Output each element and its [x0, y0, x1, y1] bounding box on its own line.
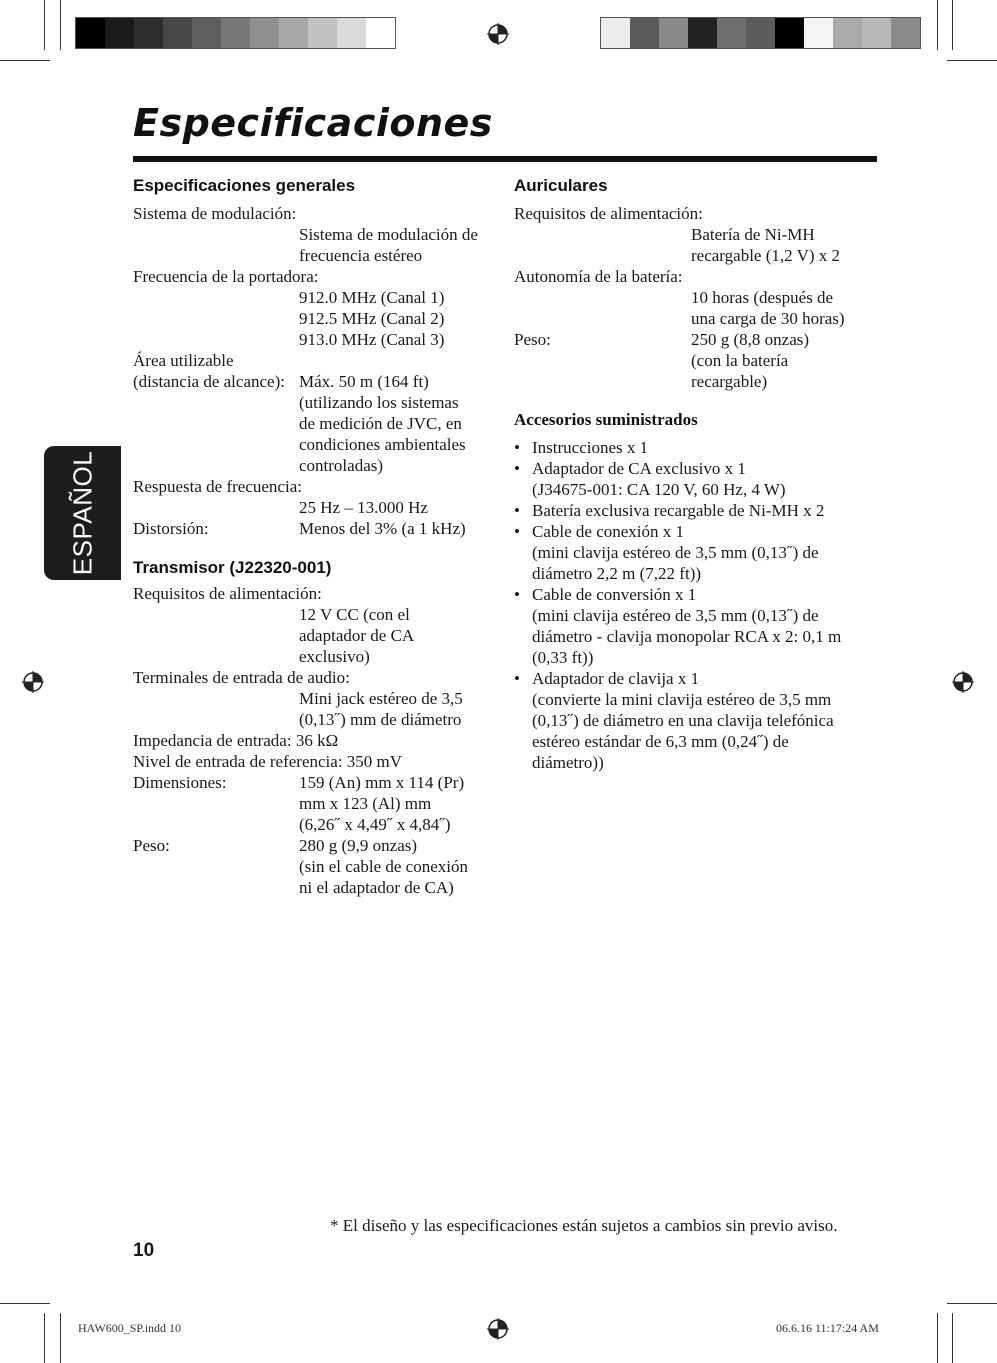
spec-line: [133, 371, 503, 392]
registration-mark-top-icon: [487, 23, 509, 45]
crop-mark-tr-v: [952, 0, 953, 50]
spec-value: recargable): [691, 372, 768, 391]
spec-line: [133, 730, 503, 751]
spec-line: [133, 814, 503, 835]
spec-value: 12 V CC (con el: [299, 605, 410, 624]
bullet-icon: •: [514, 459, 520, 478]
accessory-line: [514, 710, 884, 731]
crop-mark-bl-v2: [60, 1313, 61, 1363]
color-swatch: [717, 18, 746, 48]
crop-mark-tl-h: [0, 60, 50, 61]
color-swatch: [337, 18, 366, 48]
accessory-text: Cable de conversión x 1: [532, 585, 697, 604]
registration-mark-right-icon: [952, 671, 974, 693]
color-swatch: [891, 18, 920, 48]
bullet-icon: •: [514, 438, 520, 457]
spec-value: adaptador de CA: [299, 626, 415, 645]
color-swatch: [76, 18, 105, 48]
crop-mark-bl-h: [0, 1303, 50, 1304]
spec-line: [514, 371, 884, 392]
accessory-line: [514, 605, 884, 626]
footnote: * El diseño y las especificaciones están sujetos a cambios sin previo aviso.: [330, 1216, 838, 1235]
spec-line: [133, 287, 503, 308]
spec-label: Terminales de entrada de audio:: [133, 668, 350, 687]
spec-label: (distancia de alcance):: [133, 372, 285, 391]
spec-line: [133, 709, 503, 730]
accessory-text: Instrucciones x 1: [532, 438, 649, 457]
headphones-heading: Auriculares: [514, 176, 608, 195]
crop-mark-bl-v: [44, 1313, 45, 1363]
color-swatch: [630, 18, 659, 48]
spec-value: frecuencia estéreo: [299, 246, 423, 265]
spec-line: [514, 203, 884, 224]
color-swatch: [688, 18, 717, 48]
color-swatch: [192, 18, 221, 48]
spec-line: [133, 329, 503, 350]
accessory-text: Adaptador de clavija x 1: [532, 669, 700, 688]
spec-value: Mini jack estéreo de 3,5: [299, 689, 463, 708]
spec-value: 10 horas (después de: [691, 288, 834, 307]
spec-value: (utilizando los sistemas: [299, 393, 459, 412]
spec-line: [133, 793, 503, 814]
general-specs-list: [133, 203, 503, 539]
bullet-icon: •: [514, 501, 520, 520]
spec-value: (6,26˝ x 4,49˝ x 4,84˝): [299, 815, 451, 834]
spec-line: [133, 518, 503, 539]
color-swatch: [601, 18, 630, 48]
accessory-line: [514, 689, 884, 710]
color-swatch: [862, 18, 891, 48]
spec-label: Dimensiones:: [133, 773, 227, 792]
crop-mark-tl-v2: [60, 0, 61, 50]
crop-mark-br-v2: [937, 1313, 938, 1363]
language-side-tab: [44, 446, 121, 580]
bullet-icon: •: [514, 585, 520, 604]
spec-value: ni el adaptador de CA): [299, 878, 454, 897]
accessory-line: [514, 626, 884, 647]
accessory-text: Adaptador de CA exclusivo x 1: [532, 459, 746, 478]
accessory-line: [514, 500, 884, 521]
spec-line: [133, 688, 503, 709]
color-swatch: [659, 18, 688, 48]
spec-line: [133, 646, 503, 667]
spec-line: [133, 877, 503, 898]
bullet-icon: •: [514, 669, 520, 688]
accessory-line: [514, 647, 884, 668]
spec-line: [133, 203, 503, 224]
spec-value: recargable (1,2 V) x 2: [691, 246, 841, 265]
accessories-list: [514, 437, 884, 773]
spec-line: [133, 604, 503, 625]
spec-value: controladas): [299, 456, 384, 475]
spec-line: [133, 350, 503, 371]
accessory-text: diámetro)): [532, 753, 604, 772]
color-swatch: [163, 18, 192, 48]
accessory-text: (mini clavija estéreo de 3,5 mm (0,13˝) de: [532, 606, 819, 625]
spec-line: [133, 308, 503, 329]
spec-label: Área utilizable: [133, 351, 234, 370]
spec-line: [133, 751, 503, 772]
crop-mark-tr-v2: [937, 0, 938, 50]
spec-value: Menos del 3% (a 1 kHz): [299, 519, 466, 538]
spec-line: [133, 583, 503, 604]
spec-value: Batería de Ni-MH: [691, 225, 815, 244]
accessory-line: [514, 542, 884, 563]
spec-line: [133, 667, 503, 688]
spec-line: [133, 856, 503, 877]
spec-label: Respuesta de frecuencia:: [133, 477, 302, 496]
spec-line: [133, 497, 503, 518]
spec-line: [514, 224, 884, 245]
spec-line: [133, 413, 503, 434]
title-rule: [133, 156, 877, 162]
color-swatch: [746, 18, 775, 48]
color-swatch: [250, 18, 279, 48]
crop-mark-tr-h: [947, 60, 997, 61]
accessory-text: (J34675-001: CA 120 V, 60 Hz, 4 W): [532, 480, 786, 499]
color-swatch: [221, 18, 250, 48]
accessory-line: [514, 458, 884, 479]
color-swatch: [105, 18, 134, 48]
accessory-text: (0,33 ft)): [532, 648, 594, 667]
spec-line: [514, 266, 884, 287]
spec-label: Impedancia de entrada: 36 kΩ: [133, 731, 339, 750]
slug-file-info: HAW600_SP.indd 10: [78, 1321, 182, 1335]
accessory-text: (0,13˝) de diámetro en una clavija telefónica: [532, 711, 834, 730]
spec-value: 912.5 MHz (Canal 2): [299, 309, 445, 328]
crop-mark-br-v: [952, 1313, 953, 1363]
spec-label: Frecuencia de la portadora:: [133, 267, 319, 286]
headphones-specs-list: [514, 203, 884, 392]
spec-value: de medición de JVC, en: [299, 414, 462, 433]
accessory-line: [514, 563, 884, 584]
accessory-line: [514, 752, 884, 773]
bullet-icon: •: [514, 522, 520, 541]
spec-line: [133, 772, 503, 793]
spec-value: 913.0 MHz (Canal 3): [299, 330, 445, 349]
accessory-line: [514, 731, 884, 752]
spec-value: 912.0 MHz (Canal 1): [299, 288, 445, 307]
accessory-line: [514, 437, 884, 458]
accessory-line: [514, 521, 884, 542]
spec-line: [514, 350, 884, 371]
spec-line: [133, 434, 503, 455]
transmitter-specs-list: [133, 583, 503, 898]
spec-value: 25 Hz – 13.000 Hz: [299, 498, 428, 517]
spec-value: Máx. 50 m (164 ft): [299, 372, 429, 391]
spec-value: (con la batería: [691, 351, 789, 370]
spec-value: 250 g (8,8 onzas): [691, 330, 810, 349]
spec-label: Sistema de modulación:: [133, 204, 297, 223]
spec-value: (0,13˝) mm de diámetro: [299, 710, 462, 729]
spec-value: 280 g (9,9 onzas): [299, 836, 418, 855]
spec-line: [514, 329, 884, 350]
registration-mark-bottom-icon: [487, 1318, 509, 1340]
spec-value: mm x 123 (Al) mm: [299, 794, 432, 813]
accessories-heading: Accesorios suministrados: [514, 410, 698, 429]
accessory-text: Batería exclusiva recargable de Ni-MH x 2: [532, 501, 825, 520]
color-swatch: [775, 18, 804, 48]
spec-line: [133, 392, 503, 413]
color-swatch: [279, 18, 308, 48]
spec-label: Requisitos de alimentación:: [133, 584, 322, 603]
accessory-text: diámetro 2,2 m (7,22 ft)): [532, 564, 702, 583]
spec-label: Nivel de entrada de referencia: 350 mV: [133, 752, 403, 771]
transmitter-heading: Transmisor (J22320-001): [133, 558, 332, 577]
spec-label: Peso:: [133, 836, 170, 855]
color-swatch: [804, 18, 833, 48]
registration-mark-left-icon: [22, 671, 44, 693]
general-specs-heading: Especificaciones generales: [133, 176, 356, 195]
spec-line: [514, 308, 884, 329]
accessory-line: [514, 479, 884, 500]
color-swatch: [134, 18, 163, 48]
accessory-text: (convierte la mini clavija estéreo de 3,5 mm: [532, 690, 832, 709]
spec-line: [133, 835, 503, 856]
slug-timestamp: 06.6.16 11:17:24 AM: [776, 1321, 879, 1335]
crop-mark-br-h: [947, 1303, 997, 1304]
color-swatch: [366, 18, 395, 48]
spec-line: [133, 455, 503, 476]
spec-label: Distorsión:: [133, 519, 209, 538]
spec-line: [133, 224, 503, 245]
crop-mark-tl-v: [44, 0, 45, 50]
color-swatch: [308, 18, 337, 48]
spec-line: [133, 625, 503, 646]
spec-value: condiciones ambientales: [299, 435, 466, 454]
spec-value: exclusivo): [299, 647, 370, 666]
spec-value: una carga de 30 horas): [691, 309, 845, 328]
spec-label: Requisitos de alimentación:: [514, 204, 703, 223]
accessory-text: diámetro - clavija monopolar RCA x 2: 0,1 m: [532, 627, 842, 646]
spec-line: [514, 245, 884, 266]
spec-line: [133, 476, 503, 497]
language-side-tab-label: ESPAÑOL: [67, 450, 97, 576]
accessory-line: [514, 668, 884, 689]
accessory-text: estéreo estándar de 6,3 mm (0,24˝) de: [532, 732, 789, 751]
spec-value: Sistema de modulación de: [299, 225, 478, 244]
spec-value: 159 (An) mm x 114 (Pr): [299, 773, 465, 792]
spec-line: [514, 287, 884, 308]
page-title: Especificaciones: [133, 101, 493, 145]
spec-label: Peso:: [514, 330, 551, 349]
page-number: 10: [133, 1240, 155, 1261]
spec-line: [133, 266, 503, 287]
accessory-text: Cable de conexión x 1: [532, 522, 685, 541]
color-swatch: [833, 18, 862, 48]
spec-value: (sin el cable de conexión: [299, 857, 468, 876]
spec-label: Autonomía de la batería:: [514, 267, 683, 286]
accessory-text: (mini clavija estéreo de 3,5 mm (0,13˝) de: [532, 543, 819, 562]
accessory-line: [514, 584, 884, 605]
spec-line: [133, 245, 503, 266]
